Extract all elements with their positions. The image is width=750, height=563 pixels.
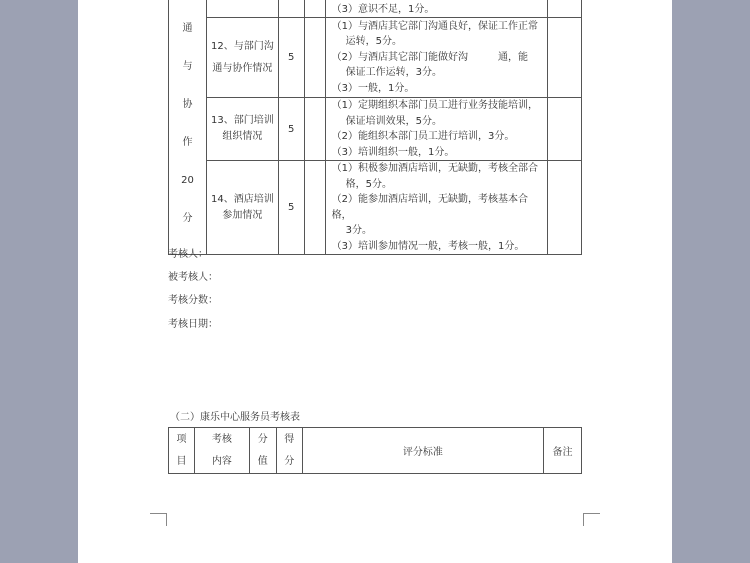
table-row xyxy=(169,18,582,98)
criteria-cell xyxy=(325,98,547,161)
category-char: 协 xyxy=(182,98,193,110)
header-content: 考核 xyxy=(211,433,232,445)
remark-cell[interactable] xyxy=(548,161,582,255)
header-item: 项 xyxy=(176,433,187,445)
table-row xyxy=(169,0,582,18)
score-cell: 5 xyxy=(278,18,304,98)
criteria-line: 3分。 xyxy=(345,225,372,236)
category-char: 通 xyxy=(182,22,193,34)
criteria-line: （2）能组织本部门员工进行培训，3分。 xyxy=(331,131,515,142)
criteria-line: （1）与酒店其它部门沟通良好，保证工作正常 xyxy=(331,20,538,32)
criteria-line: （3）培训组织一般，1分。 xyxy=(331,146,455,158)
evaluation-table-1 xyxy=(168,0,582,252)
criteria-cell xyxy=(325,161,547,255)
category-char: 与 xyxy=(182,60,193,72)
header-remark: 备注 xyxy=(544,428,582,474)
content-cell: 14、酒店培训参加情况 xyxy=(206,161,278,255)
score-cell: 5 xyxy=(278,98,304,161)
date-label: 考核日期： xyxy=(168,319,218,330)
category-char: 作 xyxy=(182,136,193,148)
header-criteria: 评分标准 xyxy=(302,428,543,474)
assessor-label: 考核人： xyxy=(168,249,208,260)
remark-cell[interactable] xyxy=(548,98,582,161)
category-char: 分 xyxy=(182,212,193,224)
content-cell: 12、与部门沟通与协作情况 xyxy=(206,18,278,98)
criteria-line: （3）意识不足，1分。 xyxy=(331,3,435,15)
category-char: 20 xyxy=(181,174,194,186)
content-cell: 13、部门培训组织情况 xyxy=(206,98,278,161)
document-page xyxy=(78,0,672,563)
score-cell: 5 xyxy=(278,161,304,255)
table-row xyxy=(169,161,582,255)
criteria-line: （2）与酒店其它部门能做好沟 通，能 xyxy=(331,51,528,63)
criteria-line: （3）培训参加情况一般，考核一般，1分。 xyxy=(331,240,525,252)
criteria-line: （3）一般，1分。 xyxy=(331,82,415,94)
table-row xyxy=(169,98,582,161)
criteria-line: 保证工作运转，3分。 xyxy=(345,67,442,79)
table-header-row xyxy=(169,428,582,474)
header-got: 得 xyxy=(284,433,295,445)
got-cell[interactable] xyxy=(304,98,325,161)
header-points: 值 xyxy=(257,455,268,467)
got-cell[interactable] xyxy=(304,18,325,98)
crop-mark-right xyxy=(583,513,600,526)
category-cell xyxy=(169,0,207,255)
got-cell[interactable] xyxy=(304,161,325,255)
criteria-line: 运转，5分。 xyxy=(345,36,402,48)
criteria-line: （2）能参加酒店培训，无缺勤，考核基本合格， xyxy=(331,194,528,221)
header-item: 目 xyxy=(176,455,187,467)
remark-cell[interactable] xyxy=(548,18,582,98)
score-label: 考核分数： xyxy=(168,295,218,306)
criteria-line: （1）定期组织本部门员工进行业务技能培训， xyxy=(331,100,538,111)
header-got: 分 xyxy=(284,455,295,467)
criteria-line: （1）积极参加酒店培训，无缺勤，考核全部合 xyxy=(331,163,538,174)
assessee-label: 被考核人： xyxy=(168,272,218,283)
section-title: （二）康乐中心服务员考核表 xyxy=(170,412,300,423)
evaluation-table-2 xyxy=(168,427,582,474)
criteria-cell xyxy=(325,18,547,98)
header-points: 分 xyxy=(257,433,268,445)
crop-mark-left xyxy=(150,513,167,526)
criteria-line: 格，5分。 xyxy=(345,178,392,190)
header-content: 内容 xyxy=(211,455,232,467)
criteria-line: 保证培训效果，5分。 xyxy=(345,115,442,127)
